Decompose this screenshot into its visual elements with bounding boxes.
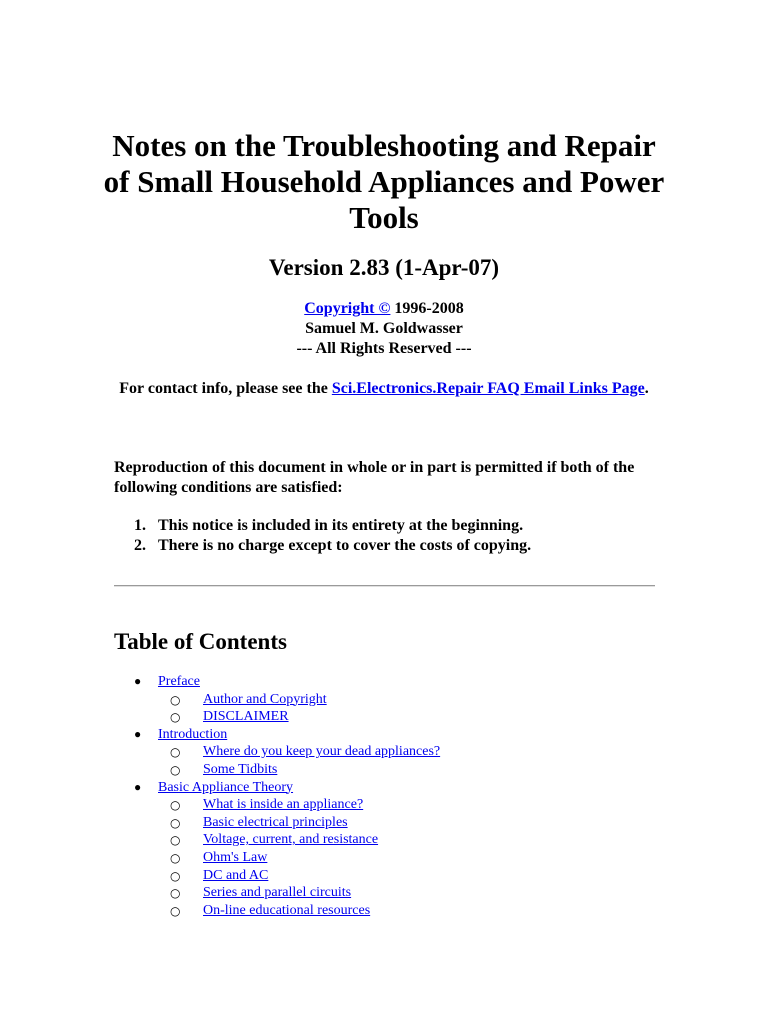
- condition-item: [114, 516, 659, 536]
- circle-bullet-icon: ○: [170, 692, 181, 707]
- toc-section-basic-theory: [114, 779, 659, 920]
- toc-section-introduction: [114, 726, 659, 779]
- condition-number: 2.: [134, 537, 146, 554]
- toc-link-online-resources[interactable]: On-line educational resources: [203, 902, 371, 918]
- contact-suffix: .: [644, 380, 649, 397]
- circle-bullet-icon: ○: [170, 745, 181, 760]
- toc-subitem: [158, 884, 659, 902]
- toc-link-basic-theory[interactable]: Basic Appliance Theory: [158, 779, 294, 795]
- author-name: Samuel M. Goldwasser: [305, 320, 463, 337]
- horizontal-divider: [114, 585, 655, 587]
- bullet-icon: ●: [134, 726, 142, 741]
- toc-section-preface: [114, 673, 659, 726]
- reproduction-notice: Reproduction of this document in whole or in part is permitted if both of the following conditions are satisfied:: [114, 459, 635, 496]
- toc-subitem: [158, 691, 659, 709]
- rights-notice: --- All Rights Reserved ---: [296, 340, 472, 357]
- toc-subitem: [158, 867, 659, 885]
- circle-bullet-icon: ○: [170, 886, 181, 901]
- toc-subitem: [158, 902, 659, 920]
- toc-subitem: [158, 814, 659, 832]
- toc-link-voltage-current[interactable]: Voltage, current, and resistance: [203, 832, 379, 848]
- condition-number: 1.: [134, 517, 146, 534]
- bullet-icon: ●: [134, 674, 142, 688]
- circle-bullet-icon: ○: [170, 833, 181, 848]
- circle-bullet-icon: ○: [170, 815, 181, 830]
- toc-link-dead-appliances[interactable]: Where do you keep your dead appliances?: [203, 744, 441, 760]
- toc-link-disclaimer[interactable]: DISCLAIMER: [203, 709, 289, 725]
- toc-sublist: [158, 796, 659, 919]
- toc-subitem: [158, 796, 659, 814]
- toc-subitem: [158, 708, 659, 726]
- toc-subitem: [158, 743, 659, 761]
- circle-bullet-icon: ○: [170, 903, 181, 918]
- circle-bullet-icon: ○: [170, 798, 181, 813]
- toc-link-dc-ac[interactable]: DC and AC: [203, 867, 269, 883]
- condition-text: There is no charge except to cover the costs of copying.: [158, 537, 532, 554]
- contact-prefix: For contact info, please see the: [119, 380, 332, 397]
- email-links-page-link[interactable]: Sci.Electronics.Repair FAQ Email Links Page: [331, 380, 645, 397]
- toc-heading: Table of Contents: [114, 629, 287, 654]
- toc-link-inside-appliance[interactable]: What is inside an appliance?: [203, 797, 364, 813]
- circle-bullet-icon: ○: [170, 868, 181, 883]
- bullet-icon: ●: [134, 779, 142, 794]
- table-of-contents: [114, 673, 659, 919]
- copyright-line: [0, 299, 768, 319]
- document-title: Notes on the Troubleshooting and Repair of Small Household Appliances and Power Tools: [103, 128, 665, 235]
- circle-bullet-icon: ○: [170, 762, 181, 777]
- copyright-block: [0, 299, 768, 359]
- toc-link-tidbits[interactable]: Some Tidbits: [203, 761, 278, 777]
- toc-link-author-copyright[interactable]: Author and Copyright: [203, 691, 327, 707]
- copyright-link[interactable]: Copyright ©: [304, 300, 391, 317]
- conditions-list: [114, 516, 659, 556]
- version-heading: Version 2.83 (1-Apr-07): [268, 255, 500, 280]
- circle-bullet-icon: ○: [170, 710, 181, 725]
- toc-link-preface[interactable]: Preface: [158, 674, 200, 689]
- toc-link-introduction[interactable]: Introduction: [158, 726, 228, 742]
- contact-info: [100, 379, 668, 399]
- toc-sublist: [158, 691, 659, 726]
- condition-item: [114, 536, 659, 556]
- toc-link-series-parallel[interactable]: Series and parallel circuits: [203, 885, 352, 901]
- toc-sublist: [158, 743, 659, 778]
- toc-subitem: [158, 761, 659, 779]
- circle-bullet-icon: ○: [170, 850, 181, 865]
- toc-link-ohms-law[interactable]: Ohm's Law: [203, 849, 268, 865]
- toc-subitem: [158, 831, 659, 849]
- condition-text: This notice is included in its entirety at the beginning.: [158, 517, 524, 534]
- toc-subitem: [158, 849, 659, 867]
- copyright-years: 1996-2008: [390, 300, 464, 317]
- toc-link-electrical-principles[interactable]: Basic electrical principles: [203, 814, 348, 830]
